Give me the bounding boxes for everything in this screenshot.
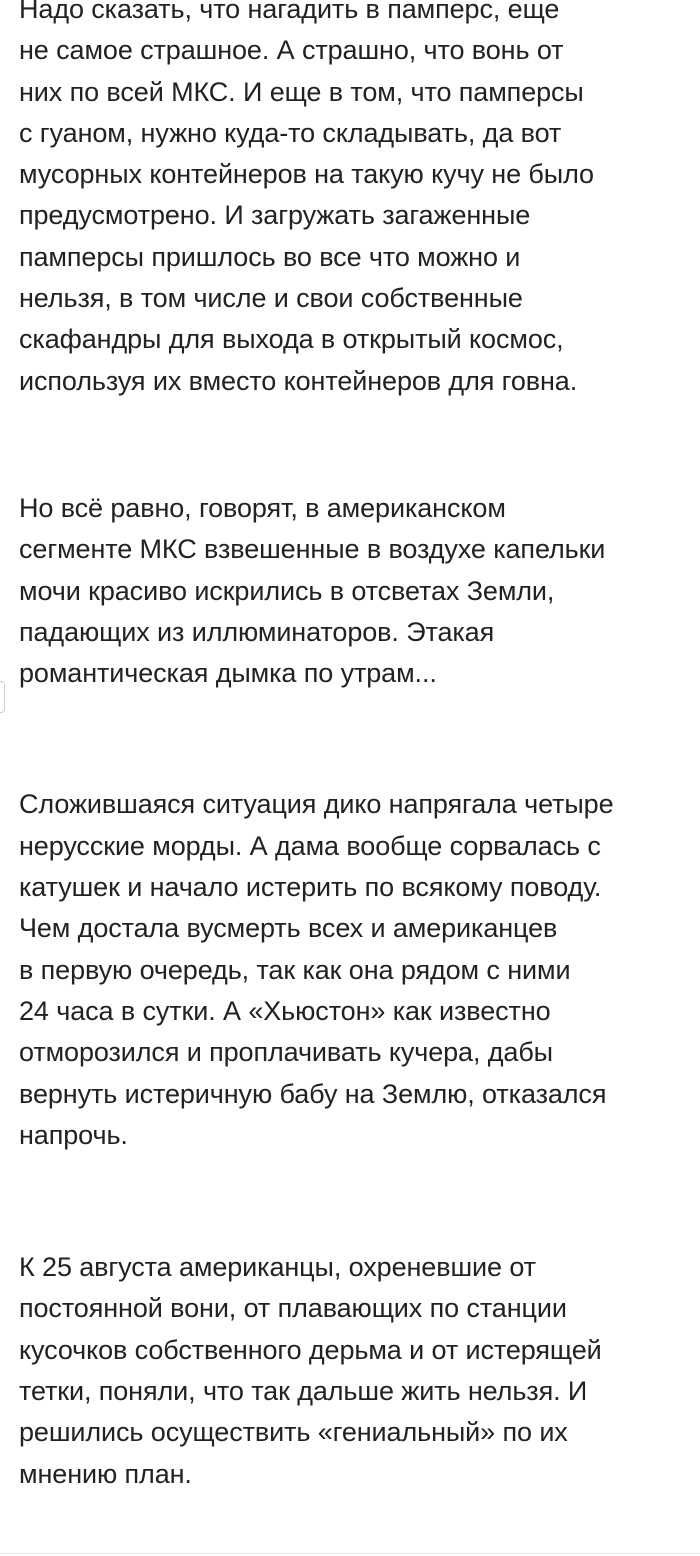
text-line: не самое страшное. А страшно, что вонь от [19, 35, 564, 66]
text-line: 24 часа в сутки. А «Хьюстон» как известно [19, 995, 551, 1026]
text-line: романтическая дымка по утрам... [19, 658, 437, 689]
text-line: памперсы пришлось во все что можно и [19, 241, 521, 272]
text-line: них по всей МКС. И еще в том, что памперсы [19, 76, 584, 107]
article-body [19, 0, 687, 1495]
text-line: скафандры для выхода в открытый космос, [19, 324, 564, 355]
text-line: мнению план. [19, 1458, 192, 1489]
paragraph-3 [19, 784, 687, 1156]
text-line: вернуть истеричную бабу на Землю, отказался [19, 1078, 607, 1109]
bottom-divider [0, 1553, 700, 1554]
text-line: отморозился и проплачивать кучера, дабы [19, 1037, 553, 1068]
text-line: с гуаном, нужно куда-то складывать, да вот [19, 117, 562, 148]
text-line: Сложившаяся ситуация дико напрягала четыре [19, 789, 614, 820]
side-scroll-handle[interactable] [0, 681, 5, 713]
text-line: Надо сказать, что нагадить в памперс, еще [19, 0, 560, 24]
paragraph-4 [19, 1247, 687, 1495]
text-line: сегменте МКС взвешенные в воздухе капельки [19, 534, 606, 565]
text-line: Но всё равно, говорят, в американском [19, 492, 506, 523]
text-line: мусорных контейнеров на такую кучу не было [19, 159, 594, 190]
text-line: в первую очередь, так как она рядом с ними [19, 954, 571, 985]
text-line: падающих из иллюминаторов. Этакая [19, 616, 495, 647]
text-line: катушек и начало истерить по всякому поводу. [19, 872, 602, 903]
paragraph-2 [19, 488, 687, 694]
text-line: Чем достала вусмерть всех и американцев [19, 913, 558, 944]
text-line: напрочь. [19, 1119, 128, 1150]
text-line: предусмотрено. И загружать загаженные [19, 200, 531, 231]
text-line: постоянной вони, от плавающих по станции [19, 1293, 567, 1324]
paragraph-1 [19, 0, 687, 402]
text-line: К 25 августа американцы, охреневшие от [19, 1252, 536, 1283]
text-line: нельзя, в том числе и свои собственные [19, 283, 523, 314]
text-line: тетки, поняли, что так дальше жить нельзя. И [19, 1376, 588, 1407]
text-line: используя их вместо контейнеров для говна. [19, 365, 578, 396]
text-line: решились осуществить «гениальный» по их [19, 1417, 568, 1448]
text-line: нерусские морды. А дама вообще сорвалась с [19, 830, 601, 861]
text-line: кусочков собственного дерьма и от истерящей [19, 1334, 602, 1365]
text-line: мочи красиво искрились в отсветах Земли, [19, 575, 555, 606]
